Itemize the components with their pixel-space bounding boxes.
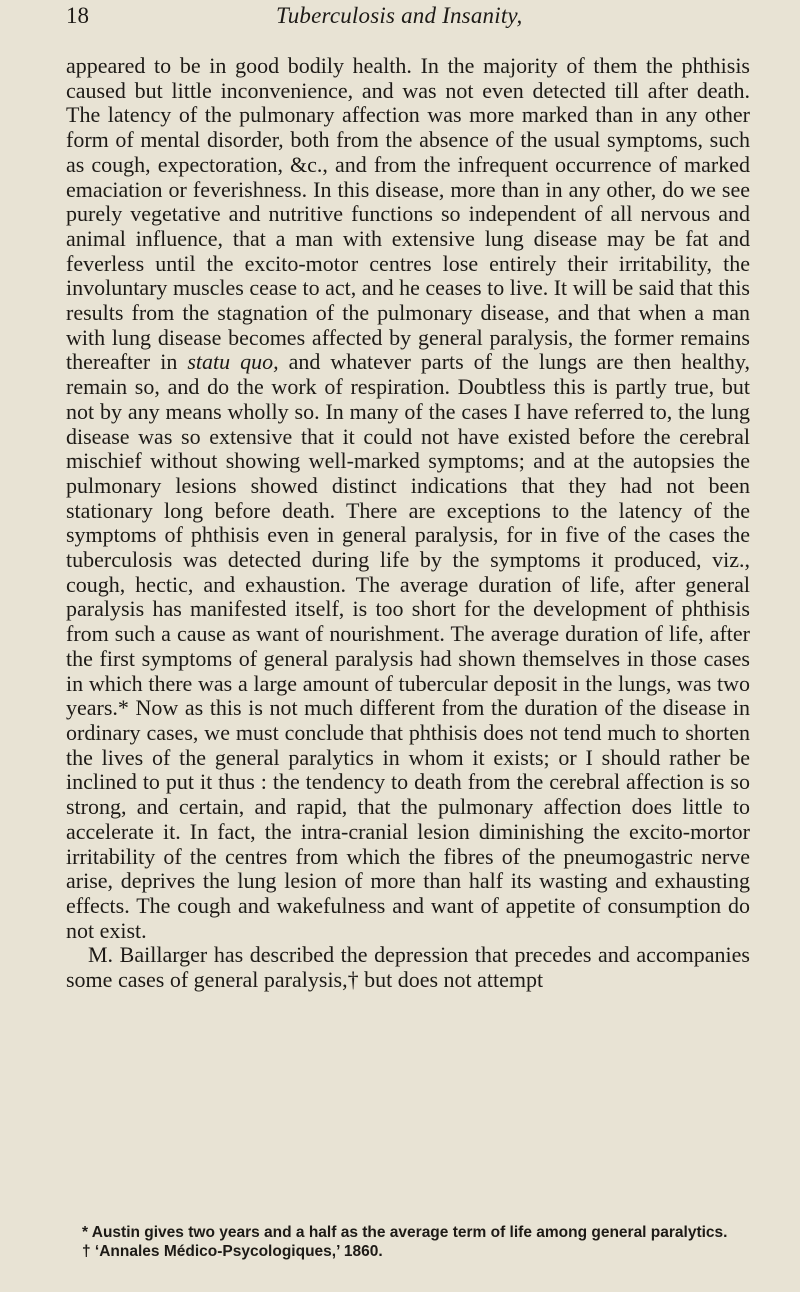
page-header — [66, 0, 746, 40]
page-number: 18 — [66, 3, 89, 28]
footnote-1: * Austin gives two years and a half as the average term of life among general paralytics. — [82, 1224, 728, 1241]
paragraph-2: M. Baillarger has described the depression that precedes and accompanies some cases of general paralysis,† but does not attempt — [66, 942, 750, 993]
body-text — [66, 54, 750, 993]
footnotes — [66, 1223, 750, 1261]
footnote-2: † ‘Annales Médico-Psycologiques,’ 1860. — [82, 1243, 383, 1260]
running-title: Tuberculosis and Insanity, — [276, 3, 523, 28]
latin-phrase: statu quo, — [187, 349, 279, 375]
paragraph-1 — [66, 54, 750, 943]
paragraph-1-text-a: appeared to be in good bodily health. In the majority of them the phthisis caused but little inconvenience, and was not even detected till after death. The latency of the pulmonary affection was more marked than in any other form of mental disorder, both from the absence of the usual symptoms, such as cough, expectoration, &c., and from the infrequent occurrence of marked emaciation or feverishness. In this disease, more than in any other, do we see purely vegetative and nutritive functions so independent of all nervous and animal influence, that a man with extensive lung disease may be fat and feverless until the excito-motor centres lose entirely their irritability, the involuntary muscles cease to act, and he ceases to live. It will be said that this results from the stagnation of the pulmonary disease, and that when a man with lung disease becomes affected by general paralysis, the former remains thereafter in — [66, 53, 750, 375]
paragraph-1-text-b: and whatever parts of the lungs are then healthy, remain so, and do the work of respiration. Doubtless this is partly true, but not by any means wholly so. In many of the cases I have referred to, the lung disease was so extensive that it could not have existed before the cerebral mischief without showing well-marked symptoms; and at the autopsies the pulmonary lesions showed distinct indications that they had not been stationary long before death. There are exceptions to the latency of the symptoms of phthisis even in general paralysis, for in five of the cases the tuberculosis was detected during life by the symptoms it produced, viz., cough, hectic, and exhaustion. The average duration of life, after general paralysis has manifested itself, is too short for the development of phthisis from such a cause as want of nourishment. The average duration of life, after the first symptoms of general paralysis had shown themselves in those cases in which there was a large amount of tubercular deposit in the lungs, was two years.* Now as this is not much different from the duration of the disease in ordinary cases, we must conclude that phthisis does not tend much to shorten the lives of the general paralytics in whom it exists; or I should rather be inclined to put it thus : the tendency to death from the cerebral affection is so strong, and certain, and rapid, that the pulmonary affection does little to accelerate it. In fact, the intra-cranial lesion diminishing the excito-mortor irritability of the centres from which the fibres of the pneumogastric nerve arise, deprives the lung lesion of more than half its wasting and exhausting effects. The cough and wakefulness and want of appetite of consumption do not exist. — [66, 349, 750, 943]
